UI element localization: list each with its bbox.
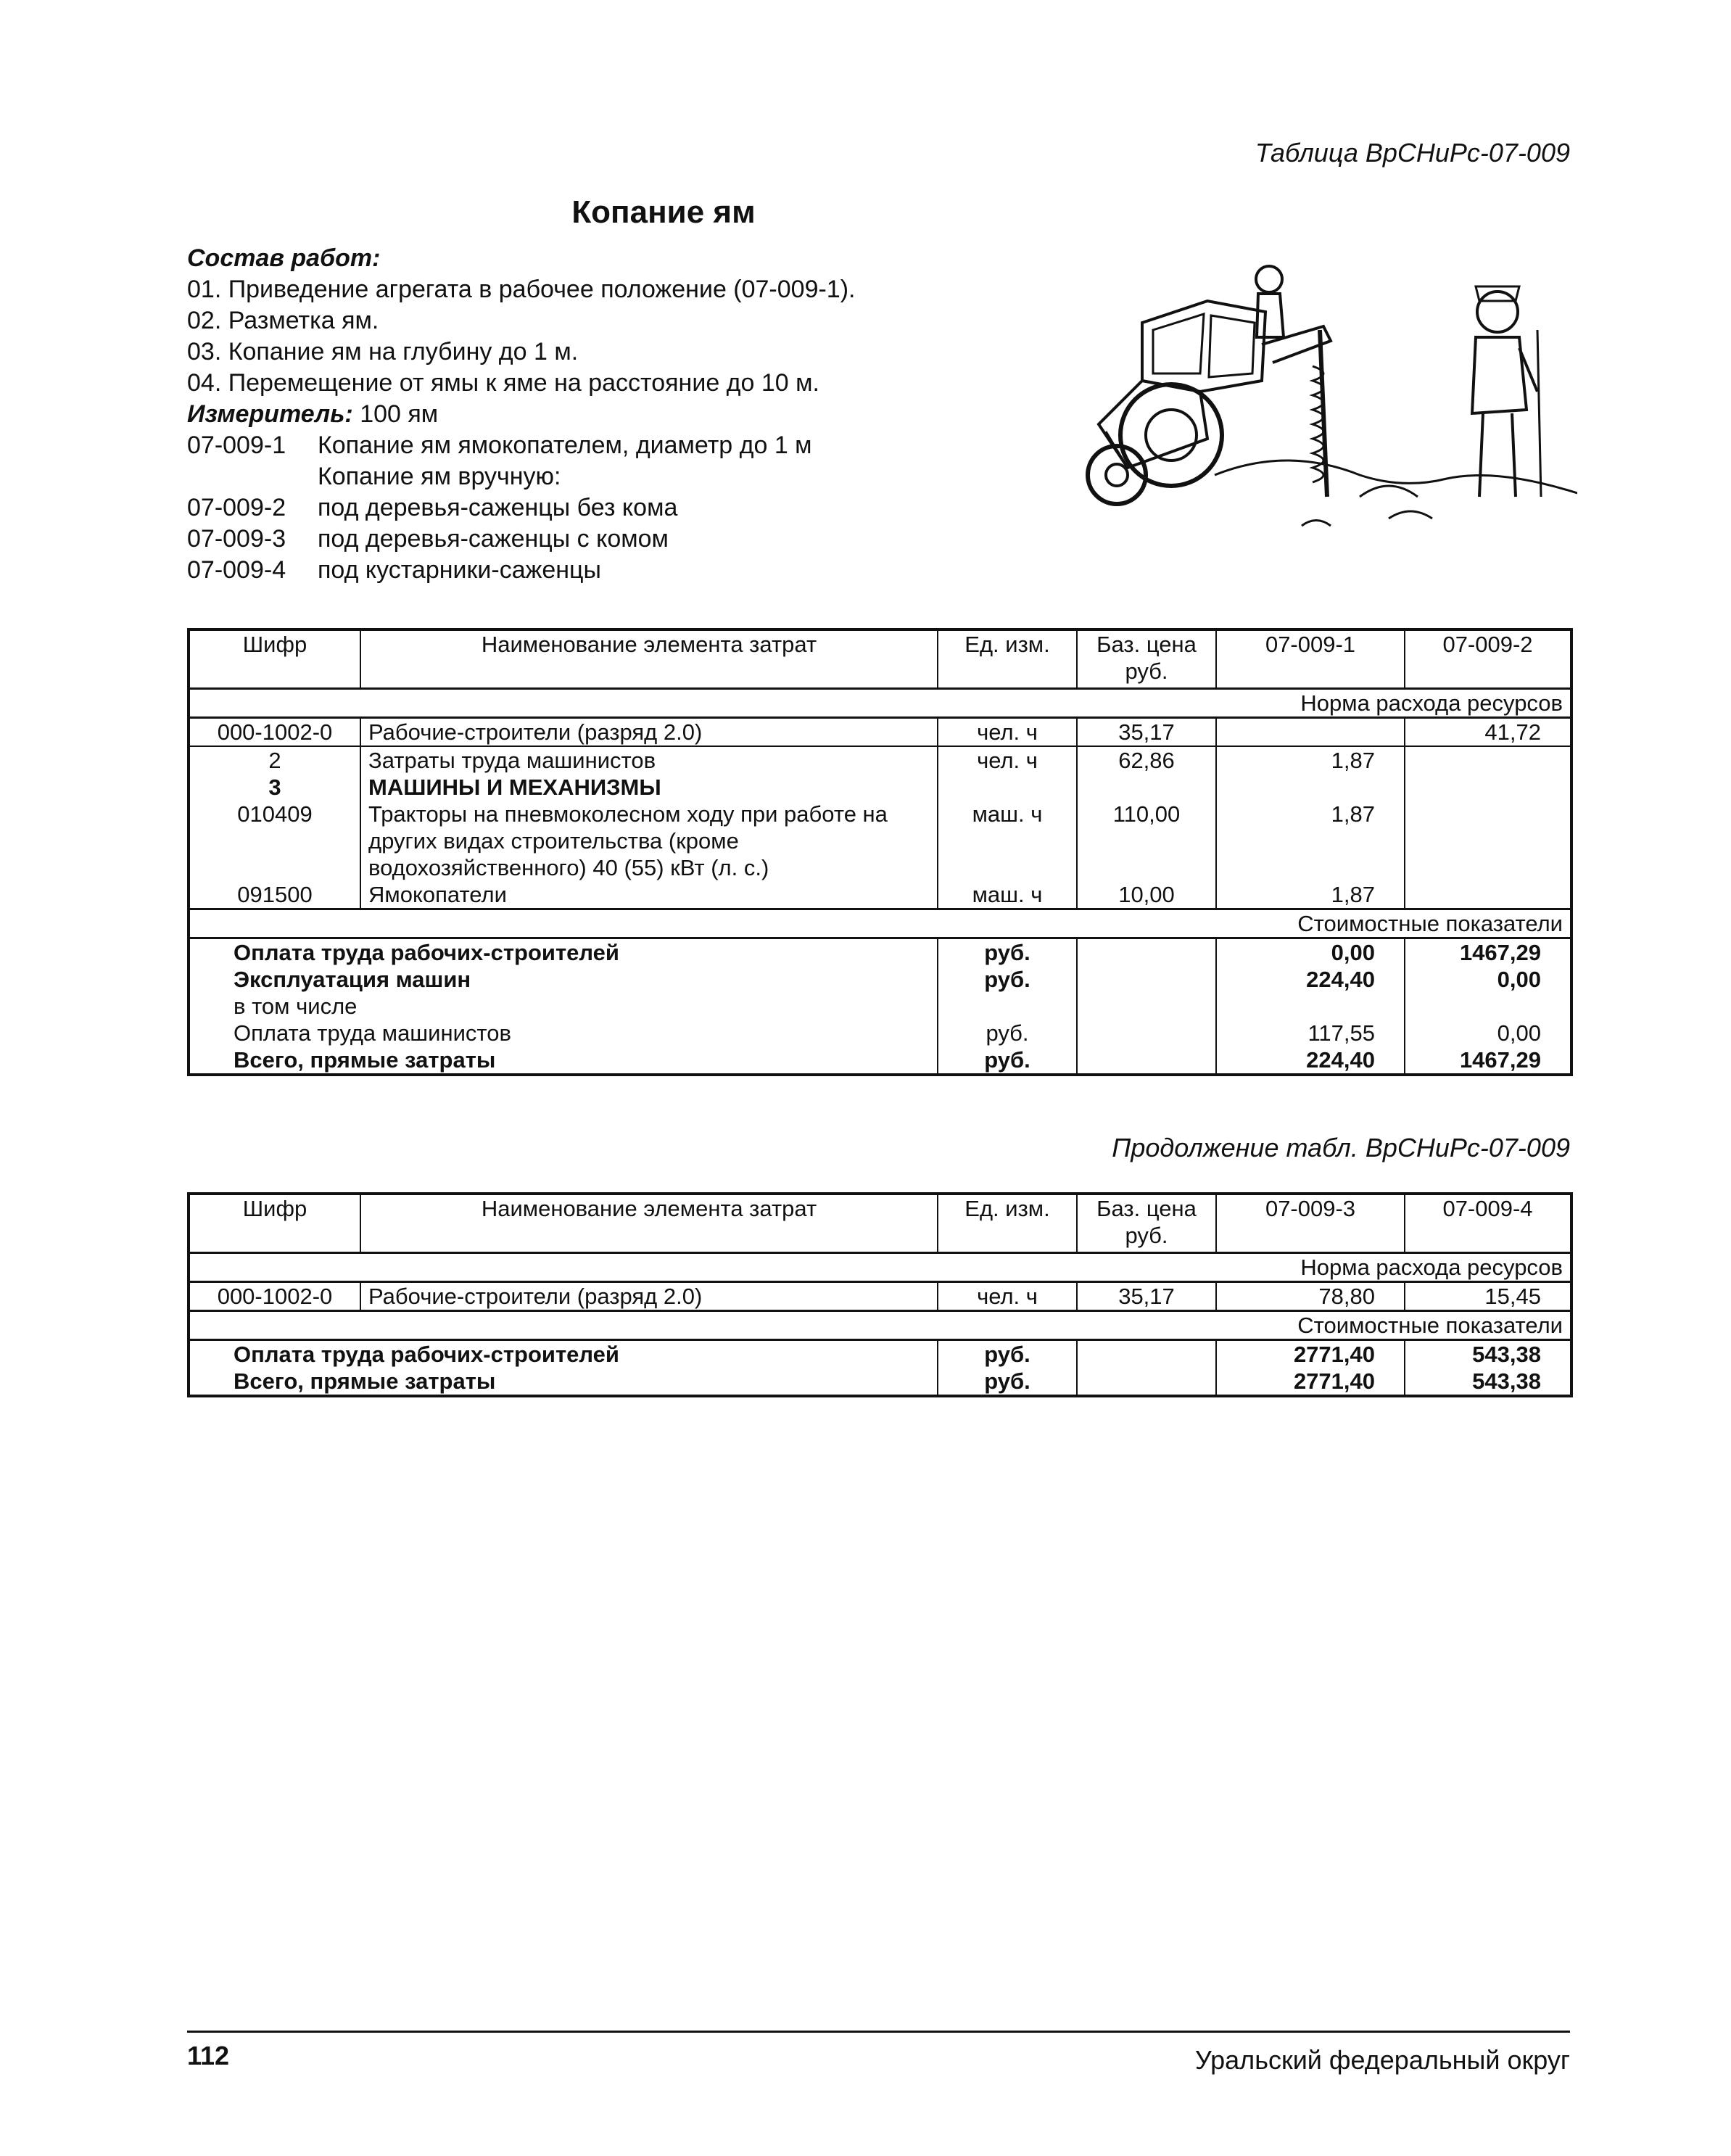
cell-value-2: 15,45 — [1405, 1282, 1571, 1311]
cost-name: Оплата труда машинистов — [234, 1020, 511, 1046]
cost-value-2: 0,00 — [1405, 966, 1571, 993]
cost-value-1: 2771,40 — [1216, 1368, 1405, 1396]
cell-price: 10,00 — [1077, 881, 1216, 909]
cell-price: 35,17 — [1077, 1282, 1216, 1311]
cell-price — [1077, 774, 1216, 801]
cost-name: Всего, прямые затраты — [234, 1047, 496, 1073]
cost-value-1: 0,00 — [1216, 938, 1405, 967]
rate-item — [187, 524, 856, 555]
cell-price: 110,00 — [1077, 801, 1216, 881]
cell-code: 3 — [268, 775, 281, 800]
cell-value-1: 78,80 — [1216, 1282, 1405, 1311]
cost-unit: руб. — [938, 1340, 1077, 1368]
continuation-label: Продолжение табл. ВрСНиРс-07-009 — [1112, 1133, 1570, 1162]
cell-value-2: 41,72 — [1405, 718, 1571, 747]
cost-unit: руб. — [938, 1368, 1077, 1396]
cost-unit: руб. — [938, 1020, 1077, 1046]
col-header-price: Баз. цена руб. — [1077, 629, 1216, 689]
rate-item — [187, 430, 856, 461]
page-title: Копание ям — [571, 194, 756, 230]
cell-price: 62,86 — [1077, 746, 1216, 774]
cost-value-2: 543,38 — [1405, 1368, 1571, 1396]
col-header-name: Наименование элемента затрат — [360, 1194, 938, 1253]
cell-value-2 — [1405, 801, 1571, 881]
cost-value-2: 0,00 — [1405, 1020, 1571, 1046]
cell-value-1: 1,87 — [1216, 801, 1405, 881]
table-row — [189, 774, 1571, 801]
cost-value-2: 543,38 — [1405, 1340, 1571, 1368]
col-header-rate-1: 07-009-1 — [1216, 629, 1405, 689]
cell-code: 000-1002-0 — [217, 1284, 333, 1309]
section-costs: Стоимостные показатели — [189, 1311, 1571, 1340]
col-header-rate-2: 07-009-2 — [1405, 629, 1571, 689]
cell-unit: чел. ч — [938, 746, 1077, 774]
section-costs: Стоимостные показатели — [189, 909, 1571, 938]
cost-row — [189, 993, 1571, 1020]
rate-text: под кустарники-саженцы — [318, 556, 601, 584]
footer-divider — [187, 2031, 1570, 2033]
cost-value-1 — [1216, 993, 1405, 1020]
cost-name: Оплата труда рабочих-строителей — [234, 940, 619, 965]
cell-unit: маш. ч — [938, 881, 1077, 909]
cell-price: 35,17 — [1077, 718, 1216, 747]
table-row — [189, 746, 1571, 774]
cost-unit: руб. — [938, 966, 1077, 993]
composition-item: 04. Перемещение от ямы к яме на расстояние до 10 м. — [187, 369, 819, 397]
cost-value-1: 224,40 — [1216, 966, 1405, 993]
col-header-rate-3: 07-009-3 — [1216, 1194, 1405, 1253]
page-number: 112 — [187, 2041, 230, 2070]
rate-code: 07-009-2 — [187, 494, 286, 521]
cost-unit — [938, 993, 1077, 1020]
col-header-name: Наименование элемента затрат — [360, 629, 938, 689]
cost-value-1: 117,55 — [1216, 1020, 1405, 1046]
col-header-code: Шифр — [189, 1194, 360, 1253]
rate-item — [187, 461, 856, 492]
cost-table-1 — [187, 628, 1573, 1076]
cell-code: 000-1002-0 — [189, 718, 360, 747]
col-header-unit: Ед. изм. — [938, 629, 1077, 689]
table-header-row — [189, 1194, 1571, 1253]
rate-text: под деревья-саженцы без кома — [318, 494, 678, 521]
cell-name: Затраты труда машинистов — [360, 746, 938, 774]
cell-name: Рабочие-строители (разряд 2.0) — [360, 718, 938, 747]
cell-value-1 — [1216, 774, 1405, 801]
cell-name: Ямокопатели — [360, 881, 938, 909]
cost-name: Эксплуатация машин — [234, 967, 471, 992]
cell-value-1: 1,87 — [1216, 746, 1405, 774]
col-header-price: Баз. цена руб. — [1077, 1194, 1216, 1253]
cost-row — [189, 1340, 1571, 1368]
cost-value-2 — [1405, 993, 1571, 1020]
cell-value-1 — [1216, 718, 1405, 747]
cell-code: 091500 — [237, 882, 313, 907]
cell-unit: маш. ч — [938, 801, 1077, 881]
cell-value-2 — [1405, 774, 1571, 801]
rate-code: 07-009-4 — [187, 556, 286, 584]
cell-value-2 — [1405, 881, 1571, 909]
cost-row — [189, 938, 1571, 967]
cell-name: Тракторы на пневмоколесном ходу при работе на других видах строительства (кроме водохозяйственного) 40 (55) кВт (л. с.) — [360, 801, 938, 881]
cell-code: 2 — [268, 748, 281, 773]
cell-name: МАШИНЫ И МЕХАНИЗМЫ — [360, 774, 938, 801]
rate-text: Копание ям ямокопателем, диаметр до 1 м — [318, 431, 812, 459]
cost-name: Оплата труда рабочих-строителей — [234, 1342, 619, 1367]
cost-unit: руб. — [938, 938, 1077, 967]
table-row — [189, 801, 1571, 881]
table-row — [189, 718, 1571, 747]
section-norms: Норма расхода ресурсов — [189, 1253, 1571, 1282]
col-header-unit: Ед. изм. — [938, 1194, 1077, 1253]
tractor-illustration — [1084, 257, 1577, 555]
meter-line — [187, 399, 856, 430]
composition-item: 02. Разметка ям. — [187, 307, 379, 334]
rate-code: 07-009-3 — [187, 525, 286, 553]
rate-item — [187, 555, 856, 586]
cell-unit: чел. ч — [938, 1282, 1077, 1311]
cost-value-2: 1467,29 — [1405, 1046, 1571, 1075]
cost-name: Всего, прямые затраты — [234, 1368, 496, 1394]
cost-unit: руб. — [938, 1046, 1077, 1075]
cost-row — [189, 1046, 1571, 1075]
meter-label: Измеритель: — [187, 400, 353, 428]
section-norms: Норма расхода ресурсов — [189, 689, 1571, 718]
cell-name: Рабочие-строители (разряд 2.0) — [360, 1282, 938, 1311]
cell-value-2 — [1405, 746, 1571, 774]
cost-row — [189, 1020, 1571, 1046]
work-composition — [187, 243, 856, 586]
table-row — [189, 1282, 1571, 1311]
cost-row — [189, 1368, 1571, 1396]
col-header-code: Шифр — [189, 629, 360, 689]
cell-code: 010409 — [237, 801, 313, 827]
cost-row — [189, 966, 1571, 993]
composition-item: 01. Приведение агрегата в рабочее положение (07-009-1). — [187, 276, 856, 303]
footer-region: Уральский федеральный округ — [1194, 2045, 1570, 2075]
col-header-rate-4: 07-009-4 — [1405, 1194, 1571, 1253]
rate-code: 07-009-1 — [187, 431, 286, 459]
composition-item: 03. Копание ям на глубину до 1 м. — [187, 338, 579, 365]
rate-item — [187, 492, 856, 524]
cell-unit: чел. ч — [938, 718, 1077, 747]
rate-text: Копание ям вручную: — [318, 463, 561, 490]
cost-name: в том числе — [234, 994, 358, 1019]
cell-unit — [938, 774, 1077, 801]
cost-table-2 — [187, 1192, 1573, 1397]
cost-value-1: 224,40 — [1216, 1046, 1405, 1075]
rate-text: под деревья-саженцы с комом — [318, 525, 669, 553]
cell-value-1: 1,87 — [1216, 881, 1405, 909]
cost-value-2: 1467,29 — [1405, 938, 1571, 967]
table-label: Таблица ВрСНиРс-07-009 — [1255, 138, 1570, 168]
meter-value: 100 ям — [360, 400, 439, 428]
table-row — [189, 881, 1571, 909]
cost-value-1: 2771,40 — [1216, 1340, 1405, 1368]
table-header-row — [189, 629, 1571, 689]
composition-heading: Состав работ: — [187, 244, 381, 272]
